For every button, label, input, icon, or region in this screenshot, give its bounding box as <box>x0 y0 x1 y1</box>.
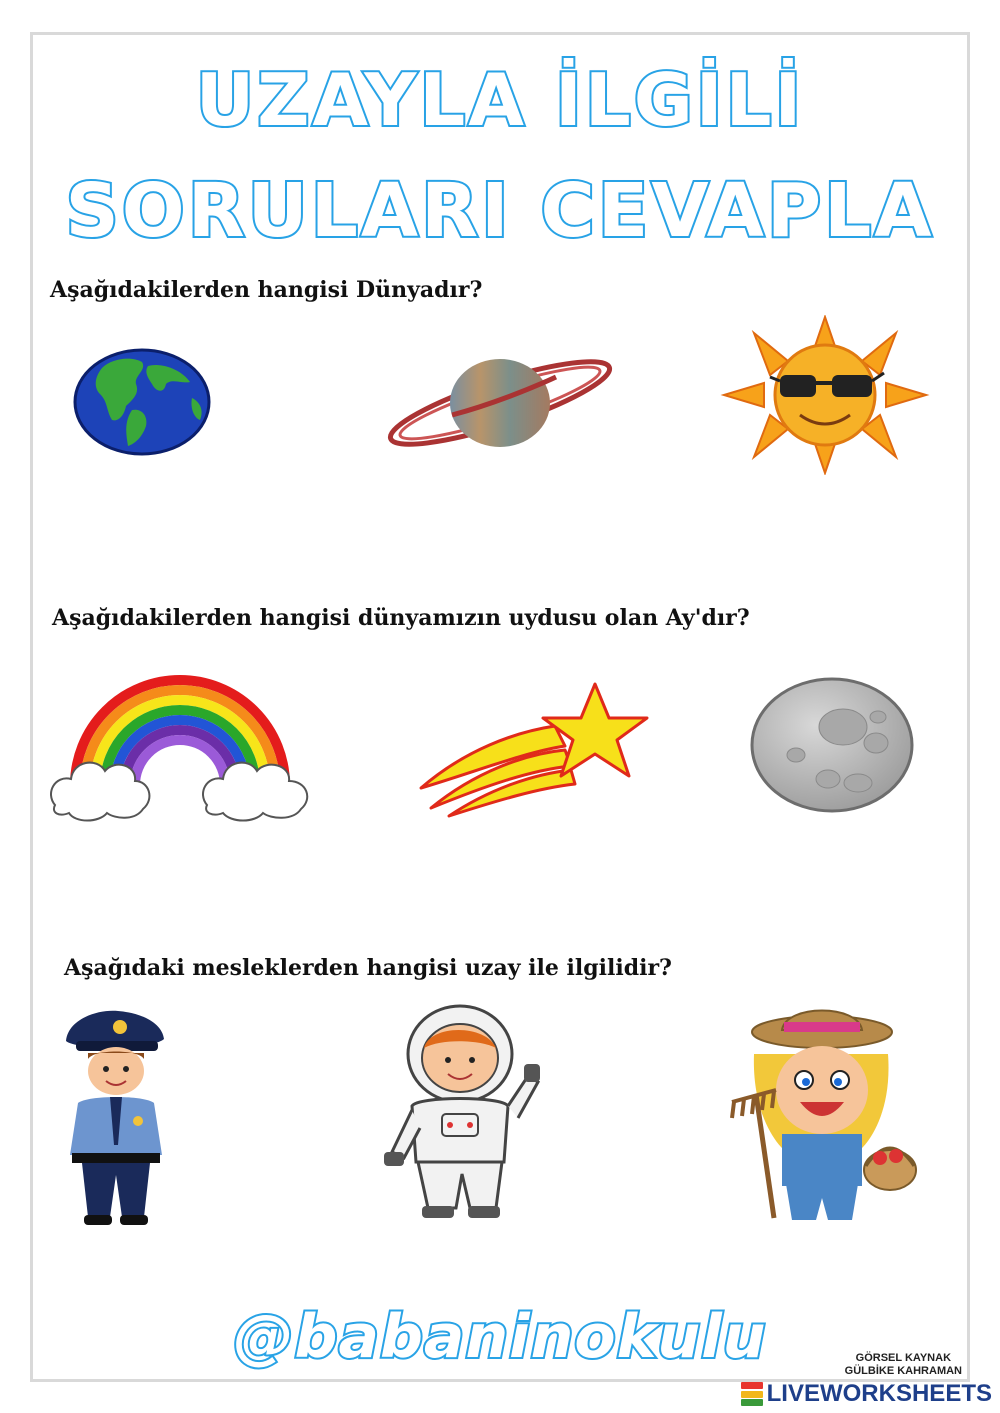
farmer-icon[interactable] <box>712 998 924 1230</box>
question-1: Aşağıdakilerden hangisi Dünyadır? <box>50 277 483 303</box>
page-title-line-2: SORULARI CEVAPLA <box>65 168 935 254</box>
earth-icon[interactable] <box>72 348 212 456</box>
astronaut-icon[interactable] <box>378 1002 543 1220</box>
shooting-star-icon[interactable] <box>415 680 660 820</box>
page-title-line-1: UZAYLA İLGİLİ <box>195 58 805 142</box>
liveworksheets-badge-icon <box>741 1382 763 1406</box>
credit-line-2: GÜLBİKE KAHRAMAN <box>844 1365 962 1377</box>
sun-icon[interactable] <box>720 315 930 475</box>
police-officer-icon[interactable] <box>58 1005 173 1230</box>
social-handle: @babaninokulu <box>233 1302 767 1372</box>
liveworksheets-logo[interactable] <box>741 1380 992 1408</box>
credit-line-1: GÖRSEL KAYNAK <box>855 1352 952 1364</box>
saturn-icon[interactable] <box>380 345 620 465</box>
liveworksheets-brand: LIVEWORKSHEETS <box>766 1380 992 1407</box>
rainbow-icon[interactable] <box>45 675 315 825</box>
image-credit <box>845 1352 962 1378</box>
moon-icon[interactable] <box>748 675 918 815</box>
question-3: Aşağıdaki mesleklerden hangisi uzay ile ilgilidir? <box>64 955 672 981</box>
question-2: Aşağıdakilerden hangisi dünyamızın uydusu olan Ay'dır? <box>52 605 750 631</box>
